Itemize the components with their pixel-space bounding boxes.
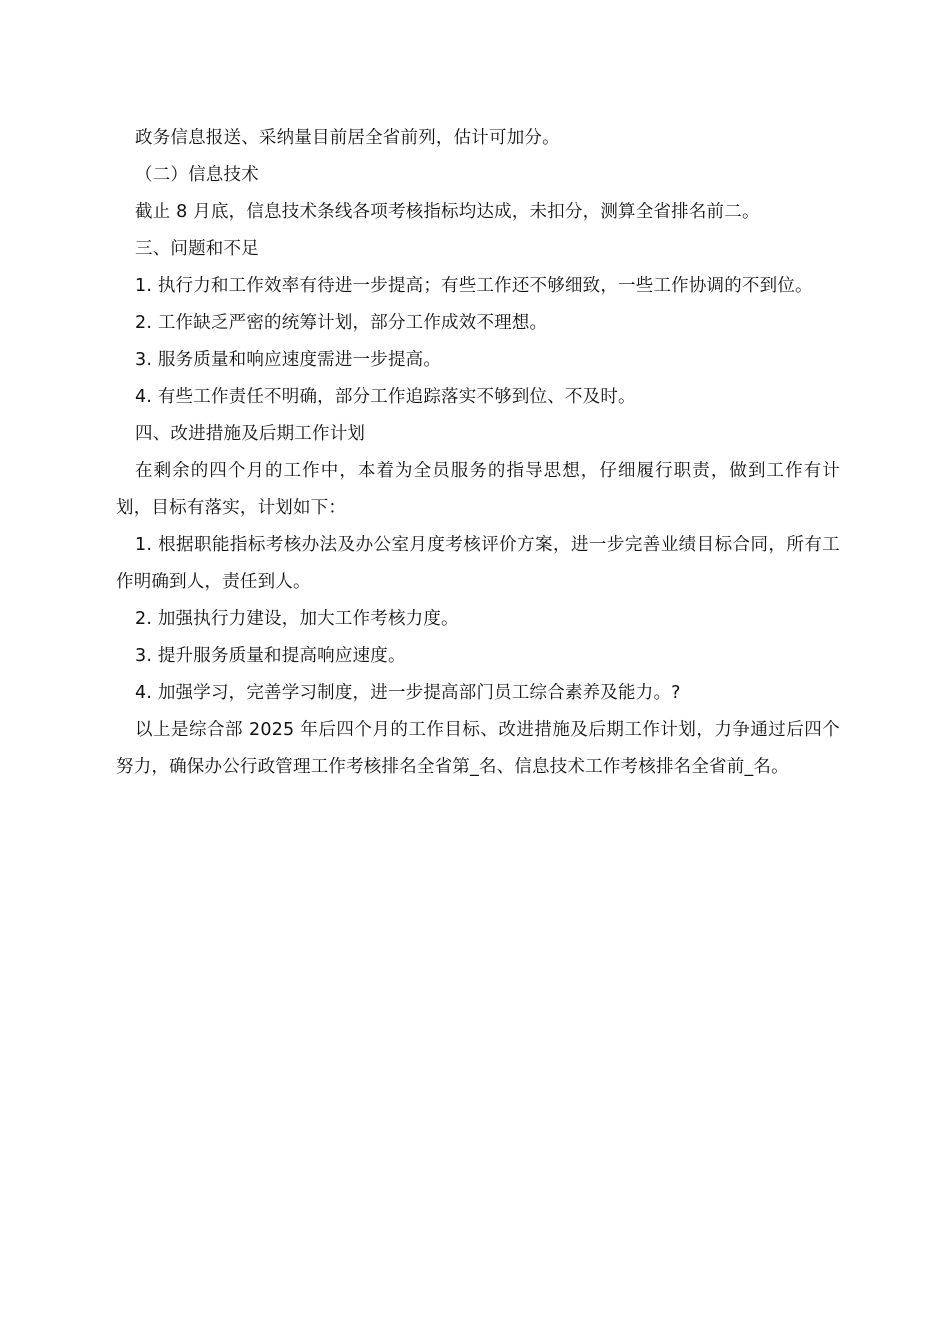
problem-item-3: 3. 服务质量和响应速度需进一步提高。 bbox=[135, 350, 442, 370]
paragraph-conclusion: 以上是综合部 2025 年后四个月的工作目标、改进措施及后期工作计划，力争通过后四个努力，确保办公行政管理工作考核排名全省第_名、信息技术工作考核排名全省前_名。 bbox=[116, 720, 840, 777]
plan-item-1: 1. 根据职能指标考核办法及办公室月度考核评价方案，进一步完善业绩目标合同，所有工作明确到人，责任到人。 bbox=[116, 535, 840, 592]
problem-item-4: 4. 有些工作责任不明确，部分工作追踪落实不够到位、不及时。 bbox=[135, 387, 636, 407]
heading-improvement-plan: 四、改进措施及后期工作计划 bbox=[135, 424, 366, 444]
document-body bbox=[116, 120, 840, 786]
problem-item-2: 2. 工作缺乏严密的统筹计划，部分工作成效不理想。 bbox=[135, 313, 548, 333]
paragraph-info-reporting: 政务信息报送、采纳量目前居全省前列，估计可加分。 bbox=[135, 128, 560, 148]
heading-info-tech: （二）信息技术 bbox=[135, 165, 259, 185]
problem-item-1: 1. 执行力和工作效率有待进一步提高；有些工作还不够细致，一些工作协调的不到位。 bbox=[135, 276, 813, 296]
plan-item-3: 3. 提升服务质量和提高响应速度。 bbox=[135, 646, 406, 666]
paragraph-plan-intro: 在剩余的四个月的工作中，本着为全员服务的指导思想，仔细履行职责，做到工作有计划，目标有落实，计划如下： bbox=[116, 461, 840, 518]
paragraph-info-tech: 截止 8 月底，信息技术条线各项考核指标均达成，未扣分，测算全省排名前二。 bbox=[135, 202, 760, 222]
plan-item-4: 4. 加强学习，完善学习制度，进一步提高部门员工综合素养及能力。? bbox=[135, 683, 681, 703]
heading-problems: 三、问题和不足 bbox=[135, 239, 259, 259]
plan-item-2: 2. 加强执行力建设，加大工作考核力度。 bbox=[135, 609, 459, 629]
